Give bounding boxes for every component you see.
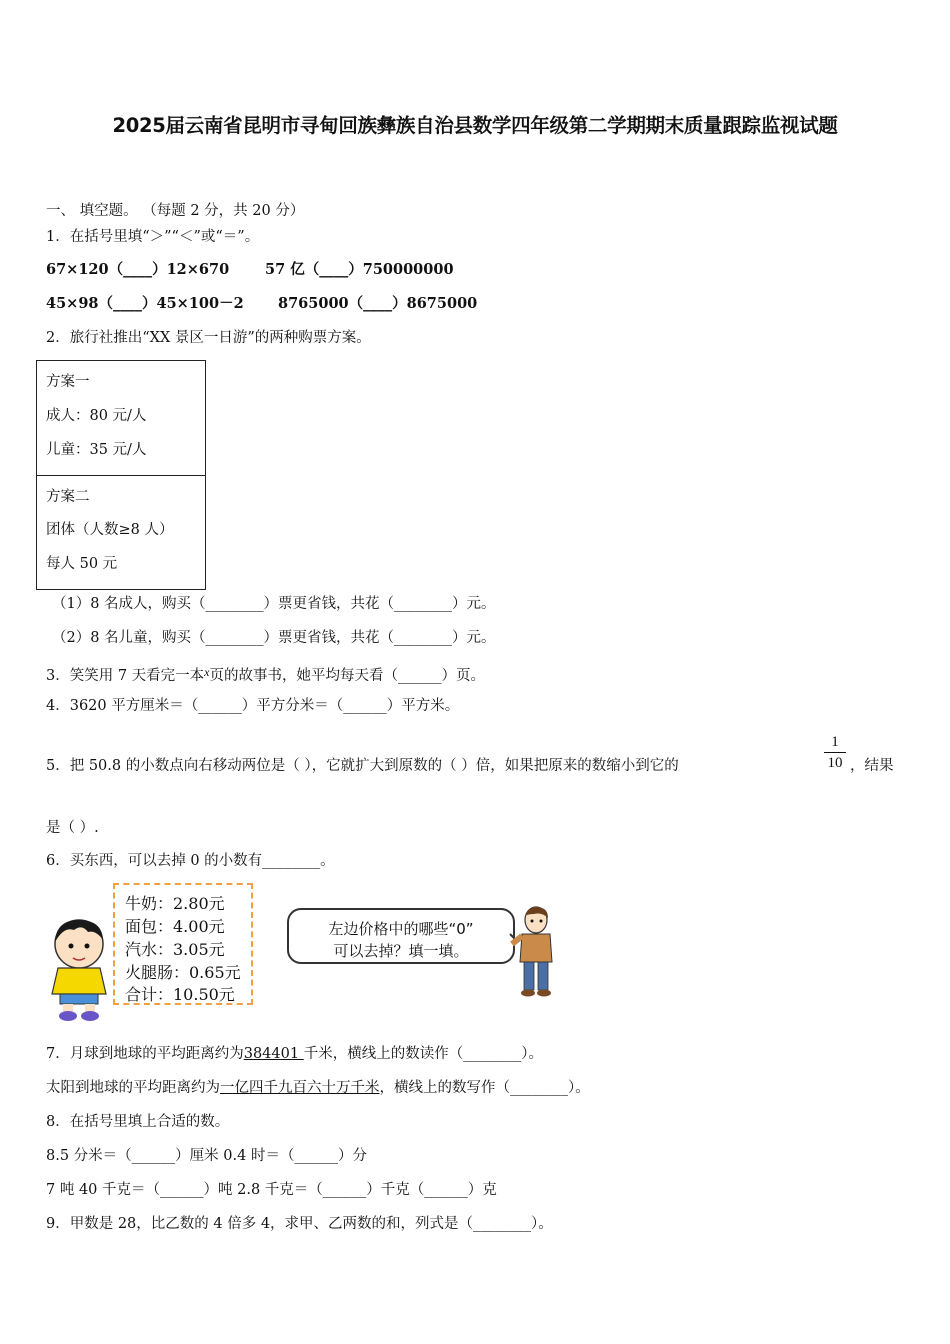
q5-tail: ，结果 bbox=[850, 758, 894, 774]
boy-illustration-icon bbox=[46, 916, 112, 1022]
q5-text: 5．把 50.8 的小数点向右移动两位是（ ），它就扩大到原数的（ ）倍，如果把原来的数缩小到它的 bbox=[46, 758, 679, 774]
teacher-illustration-icon bbox=[508, 904, 560, 1000]
q1-item-c: 45×98（____）45×100－2 bbox=[46, 295, 244, 312]
q6-stem: 6．买东西，可以去掉 0 的小数有________。 bbox=[46, 853, 335, 869]
plan-two-group-condition: 团体（人数≥8 人） bbox=[46, 522, 174, 538]
q7-line2 bbox=[46, 1078, 590, 1098]
plan-one-box bbox=[36, 360, 206, 476]
page-title: 2025届云南省昆明市寻甸回族彝族自治县数学四年级第二学期期末质量跟踪监视试题 bbox=[112, 114, 838, 137]
q7-l2-pre: 太阳到地球的平均距离约为 bbox=[46, 1080, 220, 1096]
fraction-denominator: 10 bbox=[827, 755, 843, 771]
bubble-line: 可以去掉？填一填。 bbox=[333, 942, 469, 960]
section-heading: 一、 填空题。 （每题 2 分，共 20 分） bbox=[46, 203, 305, 219]
plan-one-title: 方案一 bbox=[46, 374, 90, 390]
q7-l1-pre: 7．月球到地球的平均距离约为 bbox=[46, 1046, 244, 1062]
plan-one-adult-price: 成人：80 元/人 bbox=[46, 408, 147, 424]
price-list-box bbox=[113, 883, 253, 1005]
q7-line1 bbox=[46, 1044, 543, 1064]
q8-line2: 7 吨 40 千克＝（______）吨 2.8 千克＝（______）千克（______）克 bbox=[46, 1182, 497, 1198]
q2-sub2: （2）8 名儿童，购买（________）票更省钱，共花（________）元。 bbox=[52, 630, 496, 646]
q7-l1-post: 千米，横线上的数读作（________）。 bbox=[303, 1046, 543, 1062]
q1-stem: 1．在括号里填“＞”“＜”或“＝”。 bbox=[46, 229, 260, 245]
q3-post: 页的故事书，她平均每天看（______）页。 bbox=[209, 668, 485, 684]
q7-l2-post: ，横线上的数写作（________）。 bbox=[379, 1080, 590, 1096]
q2-stem: 2．旅行社推出“XX 景区一日游”的两种购票方案。 bbox=[46, 330, 371, 346]
plan-two-price: 每人 50 元 bbox=[46, 556, 118, 572]
q8-line1: 8.5 分米＝（______）厘米 0.4 时＝（______）分 bbox=[46, 1148, 367, 1164]
fraction-numerator: 1 bbox=[831, 734, 839, 750]
q7-l2-underlined: 一亿四千九百六十万千米 bbox=[220, 1080, 380, 1096]
q9: 9．甲数是 28，比乙数的 4 倍多 4，求甲、乙两数的和，列式是（________）。 bbox=[46, 1216, 553, 1232]
q5-fraction bbox=[824, 733, 846, 772]
price-item: 牛奶：2.80元 bbox=[125, 894, 225, 913]
q3-pre: 3．笑笑用 7 天看完一本 bbox=[46, 668, 205, 684]
price-item: 面包：4.00元 bbox=[125, 917, 225, 936]
q3-variable: x bbox=[204, 665, 210, 679]
price-item: 汽水：3.05元 bbox=[125, 940, 225, 959]
fraction-bar bbox=[824, 752, 846, 753]
bubble-line: 左边价格中的哪些“0” bbox=[328, 920, 474, 938]
q1-item-d: 8765000（____）8675000 bbox=[278, 295, 478, 312]
price-total: 合计：10.50元 bbox=[125, 985, 235, 1004]
q3 bbox=[46, 662, 485, 686]
price-item: 火腿肠：0.65元 bbox=[125, 963, 241, 982]
q8-stem: 8．在括号里填上合适的数。 bbox=[46, 1114, 230, 1130]
q2-sub1: （1）8 名成人，购买（________）票更省钱，共花（________）元。 bbox=[52, 596, 496, 612]
q1-item-b: 57 亿（____）750000000 bbox=[265, 261, 454, 278]
speech-bubble bbox=[287, 908, 515, 964]
q1-item-a: 67×120（____）12×670 bbox=[46, 261, 230, 278]
plan-one-child-price: 儿童：35 元/人 bbox=[46, 442, 147, 458]
plan-two-title: 方案二 bbox=[46, 489, 90, 505]
plan-two-box bbox=[36, 475, 206, 590]
q5-line2: 是（ ）. bbox=[46, 820, 99, 836]
q7-l1-underlined: 384401 bbox=[243, 1046, 304, 1062]
q4: 4．3620 平方厘米＝（______）平方分米＝（______）平方米。 bbox=[46, 698, 460, 714]
